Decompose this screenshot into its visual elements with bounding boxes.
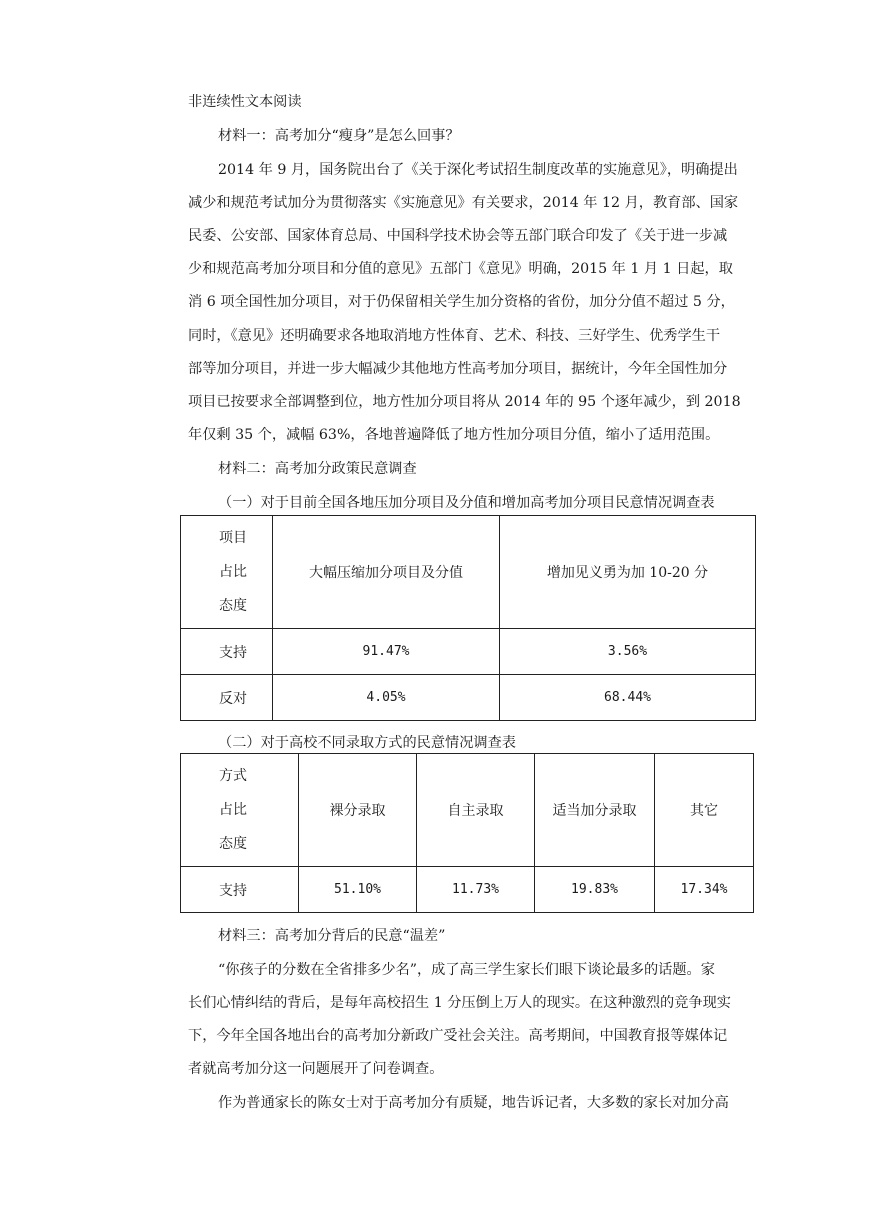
table-row [181,867,754,913]
table-header-row [181,516,756,629]
table-row [181,675,756,721]
paragraph-line: 少和规范高考加分项目和分值的意见》五部门《意见》明确，2015 年 1 月 1 日起，取 [188,261,733,277]
paragraph-line: 消 6 项全国性加分项目，对于仍保留相关学生加分资格的省份，加分分值不超过 5 分， [188,294,735,310]
paragraph-line: 者就高考加分这一问题展开了问卷调查。 [188,1061,444,1077]
table-corner-cell [181,754,299,867]
table-cell: 11.73% [417,867,535,913]
row-label: 支持 [181,867,299,913]
table-cell: 3.56% [500,629,756,675]
paragraph-line: 项目已按要求全部调整到位，地方性加分项目将从 2014 年的 95 个逐年减少，到 2018 [188,394,741,410]
table2-caption: （二）对于高校不同录取方式的民意情况调查表 [218,735,516,751]
header-label: 方式 [219,768,247,784]
column-header: 其它 [655,754,754,867]
survey-table-2 [180,753,754,913]
paragraph-line: 同时，《意见》还明确要求各地取消地方性体育、艺术、科技、三好学生、优秀学生干 [188,328,721,344]
section-heading: 非连续性文本阅读 [188,94,302,110]
row-label: 支持 [181,629,273,675]
paragraph-line: 民委、公安部、国家体育总局、中国科学技术协会等五部门联合印发了《关于进一步减 [188,228,728,244]
paragraph-line: 2014 年 9 月，国务院出台了《关于深化考试招生制度改革的实施意见》，明确提出 [218,162,738,178]
table-cell: 17.34% [655,867,754,913]
table-corner-cell [181,516,273,629]
paragraph-line: 作为普通家长的陈女士对于高考加分有质疑，地告诉记者，大多数的家长对加分高 [218,1095,729,1111]
table-cell: 51.10% [299,867,417,913]
header-label: 态度 [219,836,247,852]
material2-title: 材料二：高考加分政策民意调查 [218,461,417,477]
column-header: 裸分录取 [299,754,417,867]
column-header: 大幅压缩加分项目及分值 [273,516,500,629]
table-cell: 68.44% [500,675,756,721]
table-header-row [181,754,754,867]
header-label: 占比 [219,802,247,818]
paragraph-line: 下，今年全国各地出台的高考加分新政广受社会关注。高考期间，中国教育报等媒体记 [188,1028,728,1044]
row-label: 反对 [181,675,273,721]
table1-caption: （一）对于目前全国各地压加分项目及分值和增加高考加分项目民意情况调查表 [218,495,715,511]
table-cell: 91.47% [273,629,500,675]
paragraph-line: 减少和规范考试加分为贯彻落实《实施意见》有关要求，2014 年 12 月，教育部、国家 [188,195,739,211]
column-header: 增加见义勇为加 10-20 分 [500,516,756,629]
column-header: 自主录取 [417,754,535,867]
header-label: 态度 [219,598,247,614]
column-header: 适当加分录取 [535,754,655,867]
paragraph-line: 长们心情纠结的背后，是每年高校招生 1 分压倒上万人的现实。在这种激烈的竞争现实 [188,995,731,1011]
survey-table-1 [180,515,756,721]
table-cell: 4.05% [273,675,500,721]
paragraph-line: 年仅剩 35 个，减幅 63%，各地普遍降低了地方性加分项目分值，缩小了适用范围。 [188,427,720,443]
material3-title: 材料三：高考加分背后的民意“温差” [218,928,446,944]
paragraph-line: 部等加分项目，并进一步大幅减少其他地方性高考加分项目，据统计，今年全国性加分 [188,361,728,377]
paragraph-line: “你孩子的分数在全省排多少名”，成了高三学生家长们眼下谈论最多的话题。家 [218,962,715,978]
header-label: 占比 [219,564,247,580]
table-cell: 19.83% [535,867,655,913]
header-label: 项目 [219,530,247,546]
table-row [181,629,756,675]
material1-title: 材料一：高考加分“瘦身”是怎么回事？ [218,128,460,144]
